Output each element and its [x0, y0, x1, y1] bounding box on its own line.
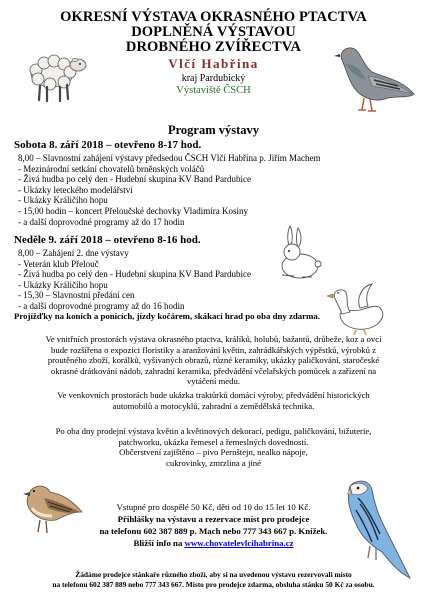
footer-line2: na telefonu 602 387 889 nebo 777 343 667. Místo pro prodejce zdarma, obsluha stánku 50 Kč za osobu.	[52, 580, 375, 589]
rabbit-icon	[268, 222, 324, 282]
saturday-heading: Sobota 8. září 2018 – otevřeno 8-17 hod.	[14, 139, 202, 151]
sunday-heading: Neděle 9. září 2018 – otevřeno 8-16 hod.	[14, 234, 201, 246]
sunday-program-list	[18, 248, 251, 312]
sunday-item: 8,00 – Zahájení 2. dne výstavy	[18, 248, 129, 258]
saturday-item: - Ukázky leteckého modelářství	[18, 184, 133, 195]
footer-line1: Žádáme prodejce stánkaře různého zboží, aby si na uvedenou výstavu rezervovali místo	[75, 570, 352, 579]
admission-text: Vstupné pro dospělé 50 Kč, děti od 10 do 15 let 10 Kč.	[116, 502, 311, 512]
saturday-item: 8,00 – Slavnostní zahájení výstavy předsedou ČSCH Vlčí Habřina p. Jiřím Machem	[18, 153, 321, 163]
saturday-program-list	[18, 153, 321, 227]
program-title: Program výstavy	[167, 123, 260, 137]
sunday-item: - Ukázky Králičího hopu	[18, 279, 108, 290]
sale-line: Po oba dny prodejní výstava květin a květinových dekorací, pedigu, paličkování, bižuterie,	[55, 426, 372, 436]
sunday-item: - Živá hudba po celý den - Hudební skupina KV Band Pardubice	[18, 269, 252, 280]
main-title-line1: OKRESNÍ VÝSTAVA OKRASNÉHO PTACTVA	[60, 9, 367, 25]
indoor-line: vytáčení medu.	[186, 376, 241, 386]
sale-line: cukrovinky, zmrzlina a jiné	[166, 457, 261, 468]
sale-paragraph	[22, 426, 405, 468]
duck-icon	[326, 280, 390, 336]
rides-text: Projížďky na koních a ponících, jízdy kočárem, skákací hrad po oba dny zdarma.	[14, 311, 320, 321]
town-name: Vlčí Habřina	[168, 56, 259, 71]
main-title-line3: DROBNÉHO ZVÍŘECTVA	[125, 39, 302, 55]
saturday-item: - a další doprovodné programy až do 17 hodin	[18, 216, 185, 227]
contact-line1: Přihlášky na výstavu a rezervace míst pro prodejce	[117, 514, 310, 524]
contact-line2: na telefonu 602 387 889 p. Mach nebo 777 343 667 p. Knížek.	[99, 526, 328, 536]
indoor-line: bude rozšířena o expozici floristiky a aranžování květin, zahrádkářských výpěstků, výrobků z	[51, 344, 376, 355]
outdoor-line: automobilů a motocyklů, zahradní a zemědělská technika.	[112, 400, 315, 411]
outdoor-paragraph	[22, 390, 405, 411]
region-text: kraj Pardubický	[181, 73, 246, 84]
website-link[interactable]: www.chovatelevlcihabrina.cz	[184, 538, 294, 548]
main-title-line2: DOPLNĚNÁ VÝSTAVOU	[131, 24, 296, 40]
info-label: Bližší info na	[133, 538, 183, 548]
sheep-icon	[22, 46, 94, 104]
sale-line: patchworku, ukázka řemesel a řemeslných dovedností.	[118, 436, 309, 447]
venue-text: Výstaviště ČSCH	[176, 85, 251, 96]
saturday-item: - Živá hudba po celý den - Hudební skupina KV Band Pardubice	[18, 174, 252, 185]
indoor-line: okrasné drátkování nádob, zahradní keramika, předvádění včelařských pomůcek a zařízení na	[50, 365, 377, 376]
saturday-item: - 15,00 hodin – koncert Přeloučské dechovky Vladimíra Kosiny	[18, 205, 249, 216]
info-line	[0, 538, 427, 548]
outdoor-line: Ve venkovních prostorách bude ukázka traktůrků domácí výroby, předvádění historických	[57, 390, 370, 400]
saturday-item: - Mezinárodní setkání chovatelů brněnských voláčů	[18, 163, 205, 174]
sunday-item: - a další doprovodné programy až do 16 hodin	[18, 300, 185, 311]
sale-line: Občerstvení zajištěno – pivo Pernštejn, nealko nápoje,	[119, 447, 308, 457]
pigeon-icon	[328, 38, 420, 120]
sunday-item: - 15,30 – Slavnostní předání cen	[18, 290, 135, 301]
saturday-item: - Ukázky Králičího hopu	[18, 195, 108, 206]
indoor-paragraph	[22, 334, 405, 387]
indoor-line: proutěného zboží, korálků, vyšívaných obrazů, různé keramiky, ukázky paličkování, staročeské	[47, 355, 380, 365]
sunday-item: - Veterán klub Přelouč	[18, 258, 99, 269]
indoor-line: Ve vnitřních prostorách výstava okrasného ptactva, králíků, holubů, bažantů, drůbeže, koz a ovcí	[45, 334, 382, 344]
